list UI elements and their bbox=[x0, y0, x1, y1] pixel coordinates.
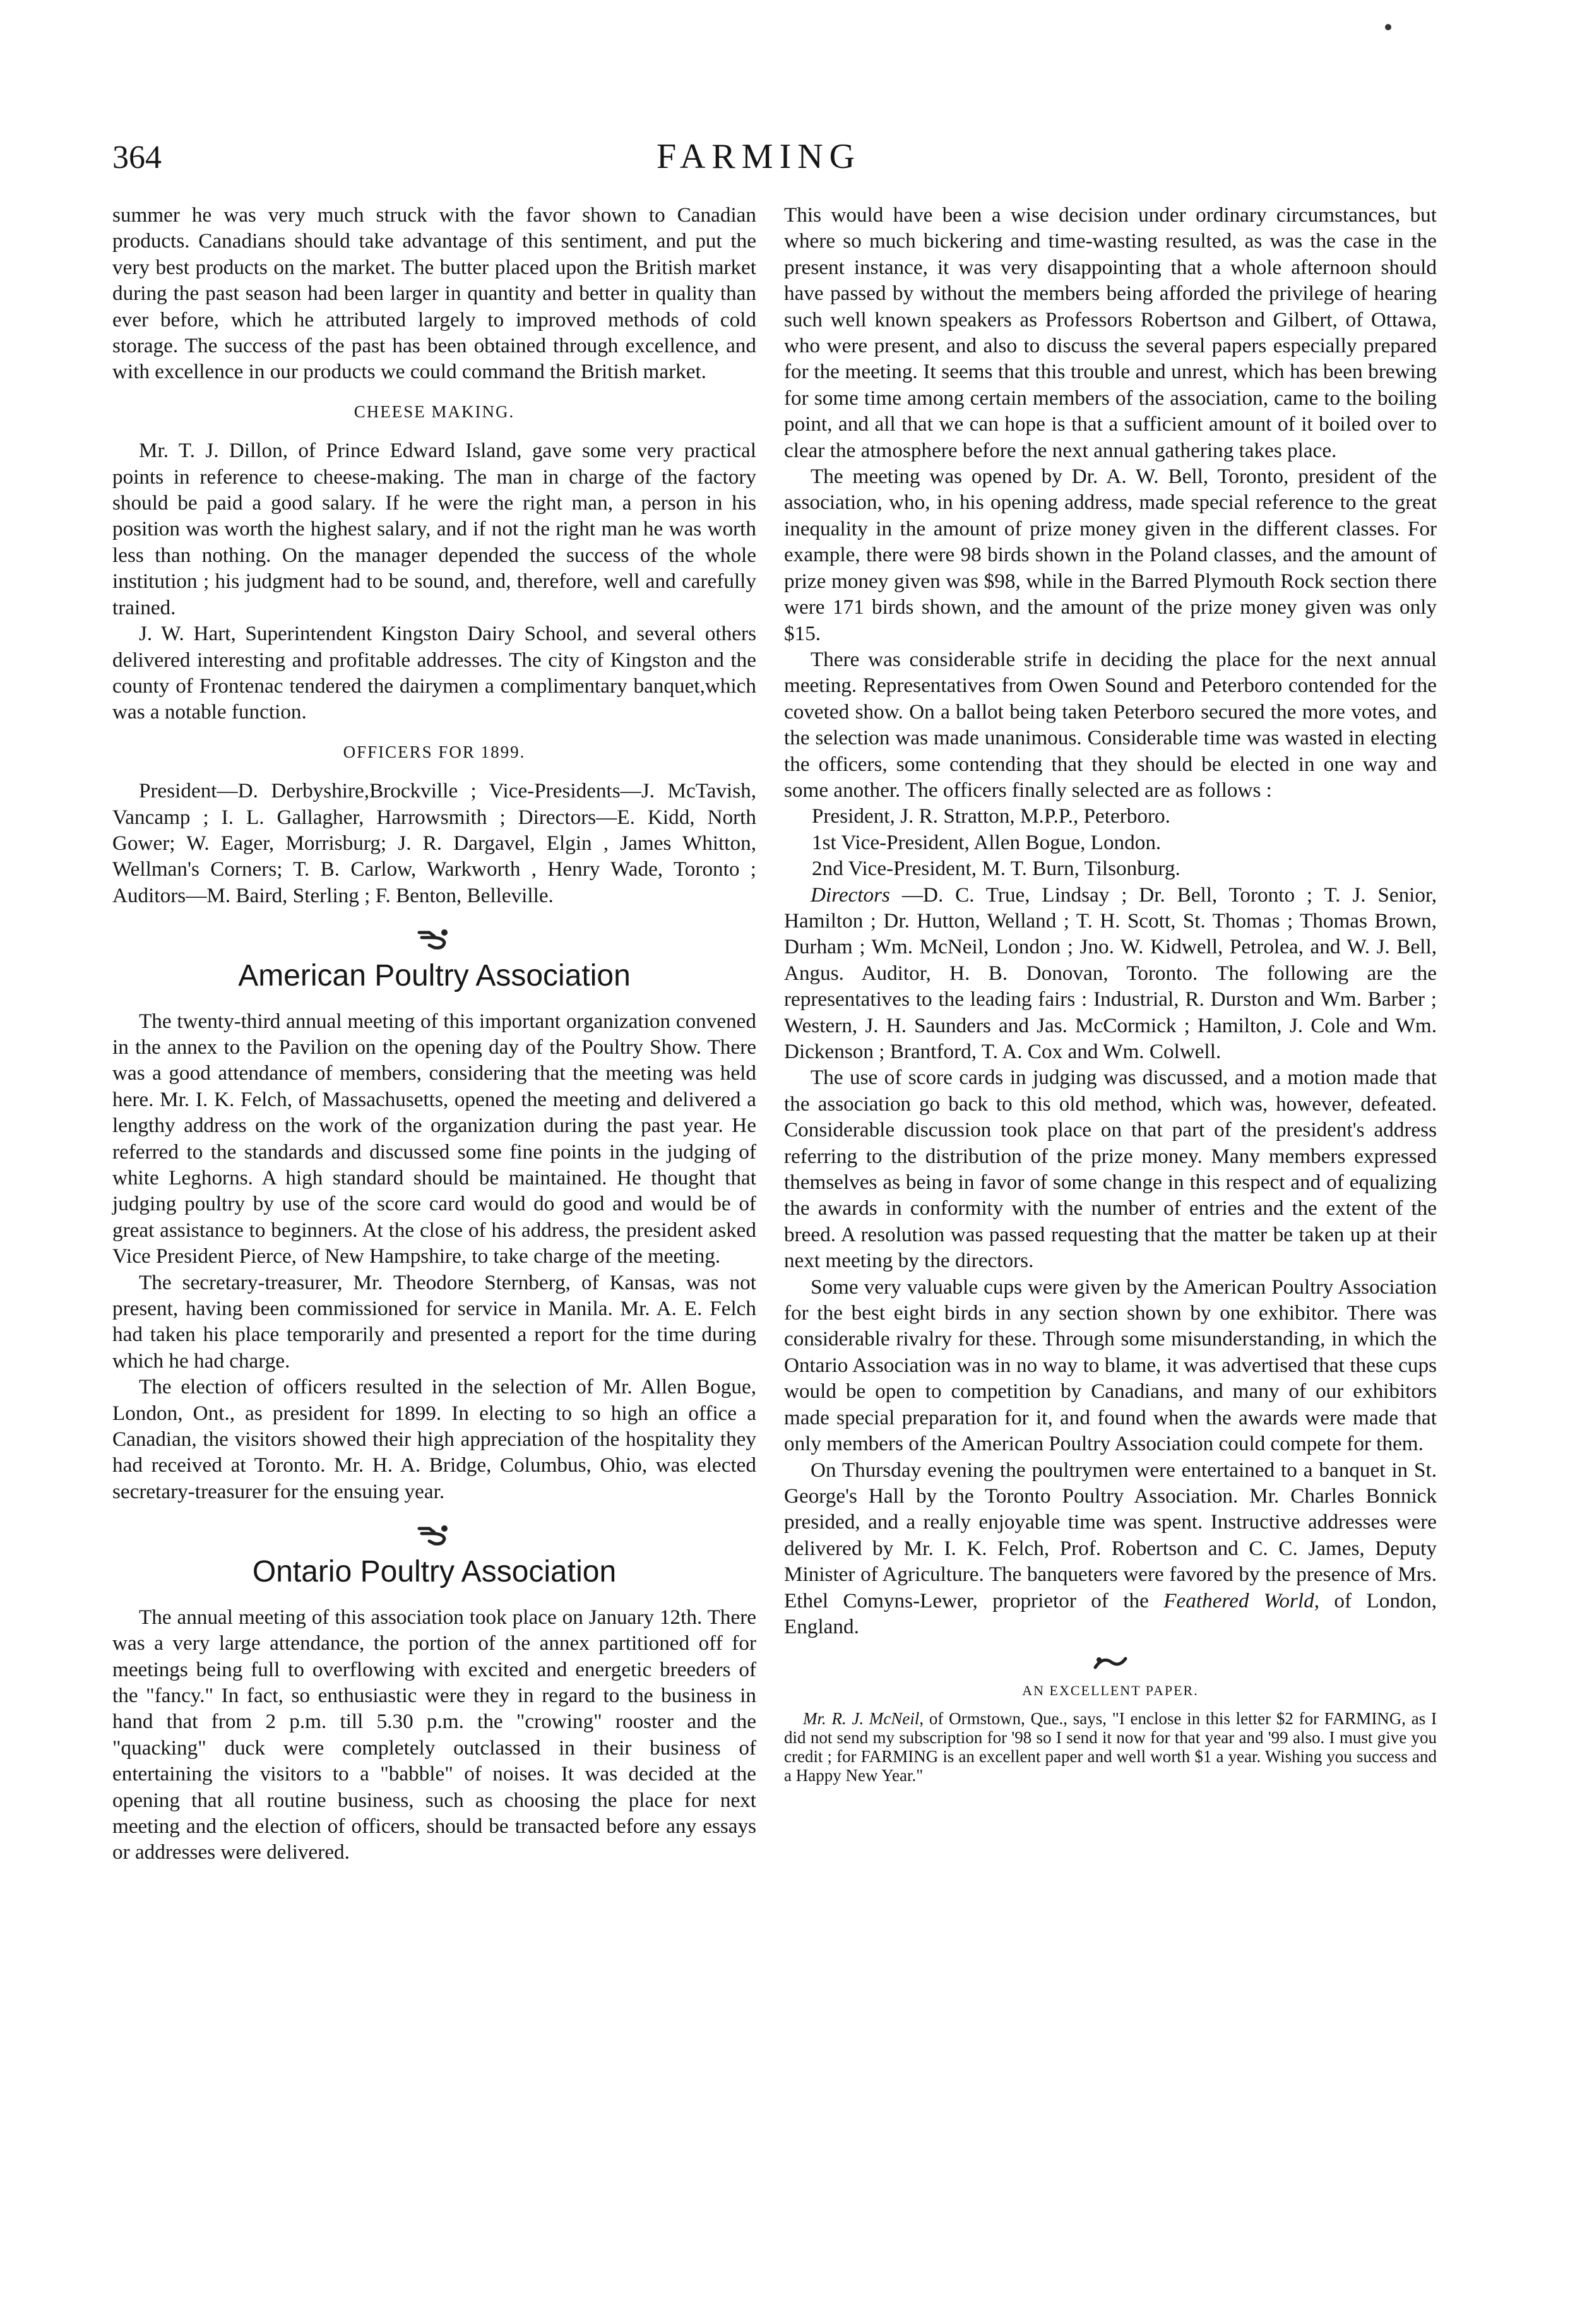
directors-paragraph bbox=[784, 882, 1437, 1065]
article-paragraph: Mr. T. J. Dillon, of Prince Edward Island, gave some very practical points in reference to cheese-making. The man in charge of the factory should be paid a good salary. If he were the right man, a person in his position was worth the highest salary, and if not the right man he was worth less than nothing. On the manager depended the success of the whole institution ; his judgment had to be sound, and, therefore, well and carefully trained. bbox=[112, 439, 756, 619]
article-paragraph: The use of score cards in judging was discussed, and a motion made that the association go back to this old method, which was, however, defeated. Considerable discussion took place on that part of the president's address referring to the distribution of the prize money. Many members expressed themselves as being in favor of some change in this respect and of equalizing the awards in conformity with the number of entries and the extent of the breed. A resolution was passed requesting that the matter be taken up at their next meeting by the directors. bbox=[784, 1066, 1437, 1273]
article-paragraph: J. W. Hart, Superintendent Kingston Dairy School, and several others delivered interesting and profitable addresses. The city of Kingston and the county of Frontenac tendered the dairymen a complimentary banquet,which was a notable function. bbox=[112, 622, 756, 724]
heading-ontario-poultry-association: Ontario Poultry Association bbox=[252, 1555, 617, 1589]
letter-author: Mr. R. J. McNeil bbox=[803, 1708, 920, 1728]
banquet-text: On Thursday evening the poultrymen were entertained to a banquet in St. George's Hall by the Toronto Poultry Association. Mr. Charles Bonnick presided, and a really enjoyable time was spent. Instructive addresses were delivered by Mr. I. K. Felch, Prof. Robertson and C. C. James, Deputy Minister of Agriculture. The banqueters were favored by the presence of Mrs. Ethel Comyns-Lewer, proprietor of the bbox=[784, 1458, 1437, 1612]
heading-american-poultry-association: American Poultry Association bbox=[238, 959, 631, 993]
article-paragraph bbox=[784, 1457, 1437, 1640]
right-column bbox=[784, 202, 1437, 1785]
officer-line: President, J. R. Stratton, M.P.P., Peterboro. bbox=[812, 804, 1170, 828]
article-paragraph: The twenty-third annual meeting of this important organization convened in the annex to the Pavilion on the opening day of the Poultry Show. There was a good attendance of members, considering that the meeting was held here. Mr. I. K. Felch, of Massachusetts, opened the meeting and delivered a lengthy address on the work of the organization during the past year. He referred to the standards and discussed some fine points in the judging of white Leghorns. A high standard should be maintained. He thought that judging poultry by use of the score card would do good and would be of great assistance to beginners. At the close of his address, the president asked Vice President Pierce, of New Hampshire, to take charge of the meeting. bbox=[112, 1009, 756, 1268]
officers-list: President—D. Derbyshire,Brockville ; Vice-Presidents—J. McTavish, Vancamp ; I. L. Gallagher, Harrowsmith ; Directors—E. Kidd, North Gower; W. Eager, Morrisburg; J. R. Dargavel, Elgin , James Whitton, Wellman's Corners; T. B. Carlow, Warkworth , Henry Wade, Toronto ; Auditors—M. Baird, Sterling ; F. Benton, Belleville. bbox=[112, 779, 756, 907]
print-speck bbox=[1385, 24, 1391, 30]
subheading-officers: OFFICERS FOR 1899. bbox=[343, 742, 526, 761]
article-paragraph: The election of officers resulted in the selection of Mr. Allen Bogue, London, Ont., as president for 1899. In electing to so high an office a Canadian, the visitors showed their high appreciation of the hospitality they had received at Toronto. Mr. H. A. Bridge, Columbus, Ohio, was elected secretary-treasurer for the ensuing year. bbox=[112, 1375, 756, 1503]
subheading-cheese-making: CHEESE MAKING. bbox=[354, 402, 515, 421]
page-number: 364 bbox=[112, 140, 162, 176]
banquet-text-end: , of London, England. bbox=[784, 1588, 1437, 1638]
officer-line: 2nd Vice-President, M. T. Burn, Tilsonburg. bbox=[812, 857, 1180, 881]
article-paragraph: The annual meeting of this association took place on January 12th. There was a very large attendance, the portion of the annex partitioned off for meetings being full to overflowing with excited and energetic breeders of the "fancy." In fact, so enthusiastic were they in regard to the business in hand that from 2 p.m. till 5.30 p.m. the "crowing" rooster and the "quacking" duck were completely outclassed in their business of entertaining the visitors to a "babble" of noises. It was decided at the opening that all routine business, such as choosing the place for next meeting and the election of officers, should be transacted before any essays or addresses were delivered. bbox=[112, 1605, 756, 1864]
journal-title: Feathered World bbox=[1163, 1588, 1314, 1612]
left-column bbox=[112, 202, 756, 1866]
hand-ornament-icon bbox=[415, 924, 453, 953]
running-title: FARMING bbox=[657, 137, 862, 176]
section-ornament bbox=[112, 1520, 756, 1552]
reader-letter bbox=[784, 1709, 1437, 1785]
leaf-ornament-icon bbox=[1093, 1654, 1128, 1672]
section-ornament bbox=[784, 1654, 1437, 1675]
article-paragraph: There was considerable strife in deciding the place for the next annual meeting. Representatives from Owen Sound and Peterboro contended for the coveted show. On a ballot being taken Peterboro secured the more votes, and the selection was made unanimous. Considerable time was wasted in electing the officers, some contending that they should be elected in one way and some another. The officers finally selected are as follows : bbox=[784, 647, 1437, 802]
article-paragraph: The secretary-treasurer, Mr. Theodore Sternberg, of Kansas, was not present, having been commissioned for service in Manila. Mr. A. E. Felch had taken his place temporarily and presented a report for the time during which he had charge. bbox=[112, 1270, 756, 1373]
article-paragraph: This would have been a wise decision under ordinary circumstances, but where so much bickering and time-wasting resulted, as was the case in the present instance, it was very disappointing that a whole afternoon should have passed by without the members being afforded the privilege of hearing such well known speakers as Professors Robertson and Gilbert, of Ottawa, who were present, and also to discuss the several papers especially prepared for the meeting. It seems that this trouble and unrest, which has been brewing for some time among certain members of the association, came to the boiling point, and all that we can hope is that a sufficient amount of it boiled over to clear the atmosphere before the next annual gathering takes place. bbox=[784, 203, 1437, 462]
hand-ornament-icon bbox=[415, 1520, 453, 1549]
article-paragraph: Some very valuable cups were given by the American Poultry Association for the best eight birds in any section shown by one exhibitor. There was considerable rivalry for these. Through some misunderstanding, in which the Ontario Association was in no way to blame, it was advertised that these cups would be open to competition by Canadians, and many of our exhibitors made special preparation for it, and found when the awards were made that only members of the American Poultry Association could compete for them. bbox=[784, 1275, 1437, 1456]
letter-text: , of Ormstown, Que., says, "I enclose in this letter $2 for FARMING, as I did not send my subscription for '98 so I send it now for that year and '99 also. I must give you credit ; for FARMING is an excellent paper and well worth $1 a year. Wishing you success and a Happy New Year." bbox=[784, 1708, 1437, 1785]
directors-label: Directors bbox=[811, 883, 890, 907]
officer-line: 1st Vice-President, Allen Bogue, London. bbox=[812, 830, 1162, 854]
section-ornament bbox=[112, 924, 756, 956]
directors-text: —D. C. True, Lindsay ; Dr. Bell, Toronto ; T. J. Senior, Hamilton ; Dr. Hutton, Welland ; T. H. Scott, St. Thomas ; Thomas Brown, Durham ; Wm. McNeil, London ; Jno. W. Kidwell, Petrolea, and W. J. Bell, Angus. Auditor, H. B. Donovan, Toronto. The following are the representatives to the leading fairs : Industrial, R. Durston and Wm. Barber ; Western, J. H. Saunders and Jas. McCormick ; Hamilton, J. Cole and Wm. Dickenson ; Brantford, T. A. Cox and Wm. Colwell. bbox=[784, 883, 1437, 1063]
article-paragraph: summer he was very much struck with the favor shown to Canadian products. Canadians should take advantage of this sentiment, and put the very best products on the market. The butter placed upon the British market during the past season had been larger in quantity and better in quality than ever before, which he attributed largely to improved methods of cold storage. The success of the past has been obtained through excellence, and with excellence in our products we could command the British market. bbox=[112, 203, 756, 384]
article-paragraph: The meeting was opened by Dr. A. W. Bell, Toronto, president of the association, who, in his opening address, made special reference to the great inequality in the amount of prize money given in the different classes. For example, there were 98 birds shown in the Poland classes, and the amount of prize money given was $98, while in the Barred Plymouth Rock section there were 171 birds shown, and the amount of the prize money given was only $15. bbox=[784, 465, 1437, 645]
subheading-excellent-paper: AN EXCELLENT PAPER. bbox=[1022, 1683, 1199, 1699]
